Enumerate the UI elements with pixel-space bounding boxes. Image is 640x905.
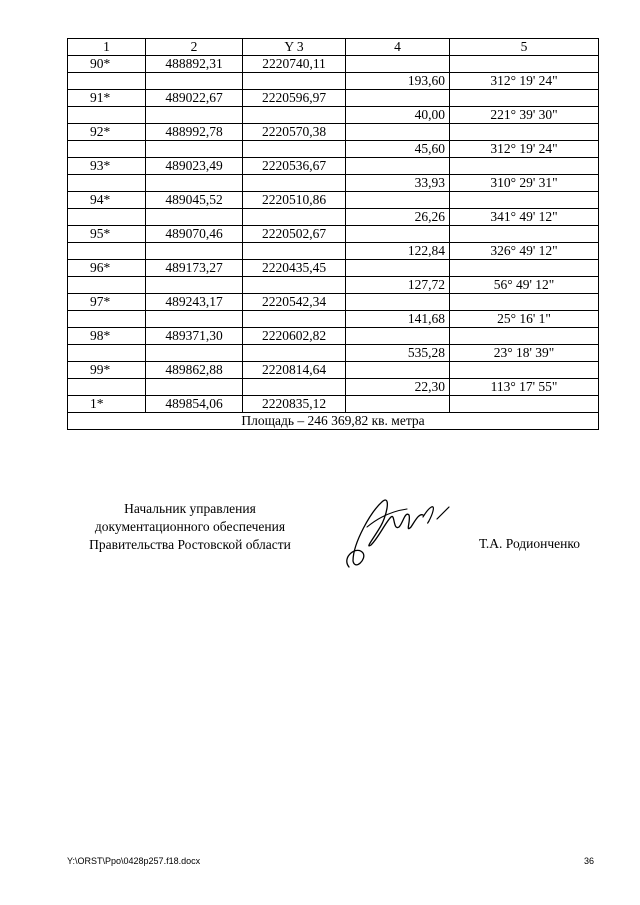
table-cell-coord-y (243, 379, 346, 396)
table-row (68, 396, 599, 413)
table-cell-measure (346, 396, 450, 413)
table-cell-point-number (68, 243, 146, 260)
table-cell-direction-angle: 312° 19' 24" (450, 73, 599, 90)
table-cell-direction-angle (450, 260, 599, 277)
table-row (68, 345, 599, 362)
table-cell-measure: 535,28 (346, 345, 450, 362)
table-row (68, 260, 599, 277)
table-cell-measure (346, 158, 450, 175)
table-row (68, 90, 599, 107)
table-cell-coord-x (146, 175, 243, 192)
table-cell-measure (346, 260, 450, 277)
table-cell-measure (346, 226, 450, 243)
table-cell-coord-y: 2220542,34 (243, 294, 346, 311)
table-cell-direction-angle: 113° 17' 55" (450, 379, 599, 396)
table-row (68, 107, 599, 124)
table-cell-coord-y (243, 311, 346, 328)
table-cell-coord-x (146, 277, 243, 294)
table-cell-direction-angle (450, 158, 599, 175)
table-row (68, 141, 599, 158)
header-cell-5: 5 (450, 39, 599, 56)
table-cell-coord-x: 489070,46 (146, 226, 243, 243)
table-cell-direction-angle: 310° 29' 31" (450, 175, 599, 192)
table-row (68, 362, 599, 379)
table-row (68, 175, 599, 192)
table-cell-measure: 193,60 (346, 73, 450, 90)
table-cell-coord-y: 2220435,45 (243, 260, 346, 277)
table-cell-direction-angle: 25° 16' 1" (450, 311, 599, 328)
table-cell-direction-angle: 341° 49' 12" (450, 209, 599, 226)
table-cell-coord-x: 489023,49 (146, 158, 243, 175)
table-cell-coord-x: 489173,27 (146, 260, 243, 277)
table-cell-coord-x: 489862,88 (146, 362, 243, 379)
table-cell-point-number: 91* (68, 90, 146, 107)
signature-title-line-1: Начальник управления (124, 501, 256, 516)
table-cell-coord-y (243, 345, 346, 362)
table-cell-coord-x: 489854,06 (146, 396, 243, 413)
table-cell-coord-x (146, 379, 243, 396)
table-row (68, 158, 599, 175)
table-cell-measure (346, 90, 450, 107)
table-cell-point-number: 93* (68, 158, 146, 175)
table-cell-direction-angle (450, 294, 599, 311)
table-cell-measure: 26,26 (346, 209, 450, 226)
table-header-row (68, 39, 599, 56)
table-cell-coord-y (243, 141, 346, 158)
table-cell-coord-y (243, 107, 346, 124)
table-row (68, 124, 599, 141)
table-cell-coord-y: 2220570,38 (243, 124, 346, 141)
table-cell-coord-x: 489371,30 (146, 328, 243, 345)
table-cell-coord-x (146, 107, 243, 124)
table-cell-direction-angle: 56° 49' 12" (450, 277, 599, 294)
table-cell-point-number (68, 107, 146, 124)
table-cell-coord-y (243, 243, 346, 260)
table-cell-coord-x (146, 311, 243, 328)
table-cell-measure (346, 124, 450, 141)
table-cell-coord-x: 489045,52 (146, 192, 243, 209)
table-cell-measure: 33,93 (346, 175, 450, 192)
table-cell-measure (346, 56, 450, 73)
table-cell-measure: 45,60 (346, 141, 450, 158)
table-cell-direction-angle (450, 362, 599, 379)
table-cell-point-number: 99* (68, 362, 146, 379)
table-cell-direction-angle (450, 56, 599, 73)
table-cell-coord-y: 2220814,64 (243, 362, 346, 379)
table-cell-coord-x: 488992,78 (146, 124, 243, 141)
table-cell-measure (346, 362, 450, 379)
table-body (68, 56, 599, 413)
area-total: Площадь – 246 369,82 кв. метра (68, 413, 599, 430)
table-cell-direction-angle: 326° 49' 12" (450, 243, 599, 260)
table-cell-direction-angle: 312° 19' 24" (450, 141, 599, 158)
table-cell-direction-angle (450, 192, 599, 209)
table-cell-point-number (68, 73, 146, 90)
table-cell-coord-y (243, 209, 346, 226)
table-cell-coord-y: 2220596,97 (243, 90, 346, 107)
table-cell-direction-angle (450, 226, 599, 243)
table-cell-coord-x (146, 73, 243, 90)
table-cell-measure: 40,00 (346, 107, 450, 124)
table-row (68, 328, 599, 345)
table-cell-direction-angle (450, 90, 599, 107)
table-cell-point-number (68, 175, 146, 192)
table-cell-direction-angle: 23° 18' 39" (450, 345, 599, 362)
table-cell-point-number (68, 209, 146, 226)
table-cell-point-number: 97* (68, 294, 146, 311)
table-row (68, 294, 599, 311)
table-cell-coord-y: 2220835,12 (243, 396, 346, 413)
table-cell-point-number (68, 311, 146, 328)
table-cell-point-number: 98* (68, 328, 146, 345)
table-row (68, 226, 599, 243)
table-cell-coord-x (146, 141, 243, 158)
table-cell-coord-y (243, 277, 346, 294)
table-row (68, 379, 599, 396)
table-cell-point-number: 94* (68, 192, 146, 209)
table-row (68, 243, 599, 260)
header-cell-4: 4 (346, 39, 450, 56)
table-cell-point-number: 90* (68, 56, 146, 73)
table-cell-coord-y: 2220602,82 (243, 328, 346, 345)
table-cell-direction-angle (450, 124, 599, 141)
header-cell-1: 1 (68, 39, 146, 56)
table-cell-measure: 141,68 (346, 311, 450, 328)
table-cell-direction-angle: 221° 39' 30" (450, 107, 599, 124)
table-cell-direction-angle (450, 328, 599, 345)
table-row (68, 73, 599, 90)
table-cell-measure (346, 192, 450, 209)
table-row (68, 209, 599, 226)
table-cell-coord-x: 488892,31 (146, 56, 243, 73)
table-cell-coord-y: 2220740,11 (243, 56, 346, 73)
table-cell-coord-x: 489243,17 (146, 294, 243, 311)
signature-title-line-3: Правительства Ростовской области (89, 537, 291, 552)
table-cell-coord-y: 2220536,67 (243, 158, 346, 175)
footer-file-path: Y:\ORST\Ppo\0428p257.f18.docx (67, 856, 201, 866)
table-row (68, 56, 599, 73)
header-cell-3: Y 3 (243, 39, 346, 56)
table-cell-direction-angle (450, 396, 599, 413)
table-cell-measure: 22,30 (346, 379, 450, 396)
header-cell-2: 2 (146, 39, 243, 56)
table-row (68, 311, 599, 328)
table-cell-point-number (68, 379, 146, 396)
table-cell-coord-x (146, 345, 243, 362)
area-row (68, 413, 599, 430)
coordinates-table (67, 38, 599, 430)
table-row (68, 192, 599, 209)
table-cell-coord-x (146, 243, 243, 260)
page-number: 36 (584, 856, 595, 866)
table-cell-coord-x (146, 209, 243, 226)
table-cell-measure: 122,84 (346, 243, 450, 260)
handwritten-signature (333, 487, 458, 577)
table-cell-measure (346, 328, 450, 345)
table-cell-coord-y: 2220510,86 (243, 192, 346, 209)
table-cell-point-number (68, 345, 146, 362)
table-cell-coord-y (243, 73, 346, 90)
table-cell-coord-y (243, 175, 346, 192)
table-cell-point-number (68, 277, 146, 294)
table-cell-coord-y: 2220502,67 (243, 226, 346, 243)
table-cell-point-number: 95* (68, 226, 146, 243)
table-cell-point-number: 92* (68, 124, 146, 141)
signer-name: Т.А. Родионченко (479, 536, 580, 551)
table-cell-point-number: 1* (68, 396, 146, 413)
table-row (68, 277, 599, 294)
table-cell-point-number (68, 141, 146, 158)
table-cell-point-number: 96* (68, 260, 146, 277)
table-cell-measure (346, 294, 450, 311)
signature-title-line-2: документационного обеспечения (94, 519, 286, 534)
table-cell-measure: 127,72 (346, 277, 450, 294)
table-cell-coord-x: 489022,67 (146, 90, 243, 107)
signature-title-block (60, 500, 320, 554)
